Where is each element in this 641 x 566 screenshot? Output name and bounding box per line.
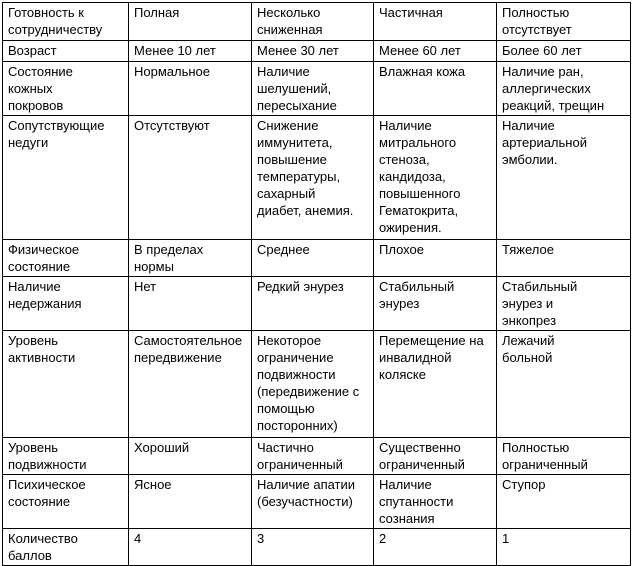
table-cell: Ясное xyxy=(129,475,252,529)
table-row xyxy=(3,62,631,116)
table-cell: Менее 60 лет xyxy=(374,41,497,62)
document xyxy=(2,2,631,566)
table-cell: Самостоятельное передвижение xyxy=(129,331,252,438)
table-row xyxy=(3,277,631,331)
row-header-cell: Количество баллов xyxy=(3,529,129,566)
table-cell: Полностью ограниченный xyxy=(497,438,631,475)
row-header-cell: Состояние кожных покровов xyxy=(3,62,129,116)
table-cell: 3 xyxy=(252,529,374,566)
table-cell: Влажная кожа xyxy=(374,62,497,116)
table-cell: Наличие артериальной эмболии. xyxy=(497,116,631,240)
table-cell: Тяжелое xyxy=(497,240,631,277)
table-cell: Отсутствуют xyxy=(129,116,252,240)
table-cell: Перемещение на инвалидной коляске xyxy=(374,331,497,438)
table-cell: Нормальное xyxy=(129,62,252,116)
table-cell: Наличие митрального стеноза, кандидоза, повышенного Гематокрита, ожирения. xyxy=(374,116,497,240)
row-header-cell: Готовность к сотрудничеству xyxy=(3,3,129,41)
table-row xyxy=(3,529,631,566)
row-header-cell: Уровень подвижности xyxy=(3,438,129,475)
table-cell: Среднее xyxy=(252,240,374,277)
table-row xyxy=(3,240,631,277)
table-row xyxy=(3,3,631,41)
table-cell: Плохое xyxy=(374,240,497,277)
table-cell: Полная xyxy=(129,3,252,41)
table-cell: 4 xyxy=(129,529,252,566)
row-header-cell: Сопутствующие недуги xyxy=(3,116,129,240)
table-cell: Стабильный энурез xyxy=(374,277,497,331)
table-cell: Несколько сниженная xyxy=(252,3,374,41)
table-cell: Более 60 лет xyxy=(497,41,631,62)
row-header-cell: Наличие недержания xyxy=(3,277,129,331)
table-cell: Некоторое ограничение подвижности (передвижение с помощью посторонних) xyxy=(252,331,374,438)
table-row xyxy=(3,331,631,438)
table-cell: Стабильный энурез и энкопрез xyxy=(497,277,631,331)
row-header-cell: Возраст xyxy=(3,41,129,62)
table-cell: Хороший xyxy=(129,438,252,475)
table-cell: Наличие спутанности сознания xyxy=(374,475,497,529)
table-cell: Частично ограниченный xyxy=(252,438,374,475)
row-header-cell: Физическое состояние xyxy=(3,240,129,277)
row-header-cell: Уровень активности xyxy=(3,331,129,438)
table-cell: 2 xyxy=(374,529,497,566)
table-row xyxy=(3,116,631,240)
table-cell: Ступор xyxy=(497,475,631,529)
table-row xyxy=(3,475,631,529)
table-cell: 1 xyxy=(497,529,631,566)
table-row xyxy=(3,438,631,475)
table-cell: Частичная xyxy=(374,3,497,41)
table-cell: Редкий энурез xyxy=(252,277,374,331)
assessment-table xyxy=(2,2,631,566)
table-cell: Наличие шелушений, пересыхание xyxy=(252,62,374,116)
table-cell: Нет xyxy=(129,277,252,331)
table-cell: Снижение иммунитета, повышение температуры, сахарный диабет, анемия. xyxy=(252,116,374,240)
table-cell: Менее 10 лет xyxy=(129,41,252,62)
table-row xyxy=(3,41,631,62)
table-cell: В пределах нормы xyxy=(129,240,252,277)
table-cell: Наличие апатии (безучастности) xyxy=(252,475,374,529)
table-cell: Полностью отсутствует xyxy=(497,3,631,41)
table-cell: Менее 30 лет xyxy=(252,41,374,62)
table-cell: Существенно ограниченный xyxy=(374,438,497,475)
row-header-cell: Психическое состояние xyxy=(3,475,129,529)
table-cell: Наличие ран, аллергических реакций, трещин xyxy=(497,62,631,116)
table-cell: Лежачий больной xyxy=(497,331,631,438)
